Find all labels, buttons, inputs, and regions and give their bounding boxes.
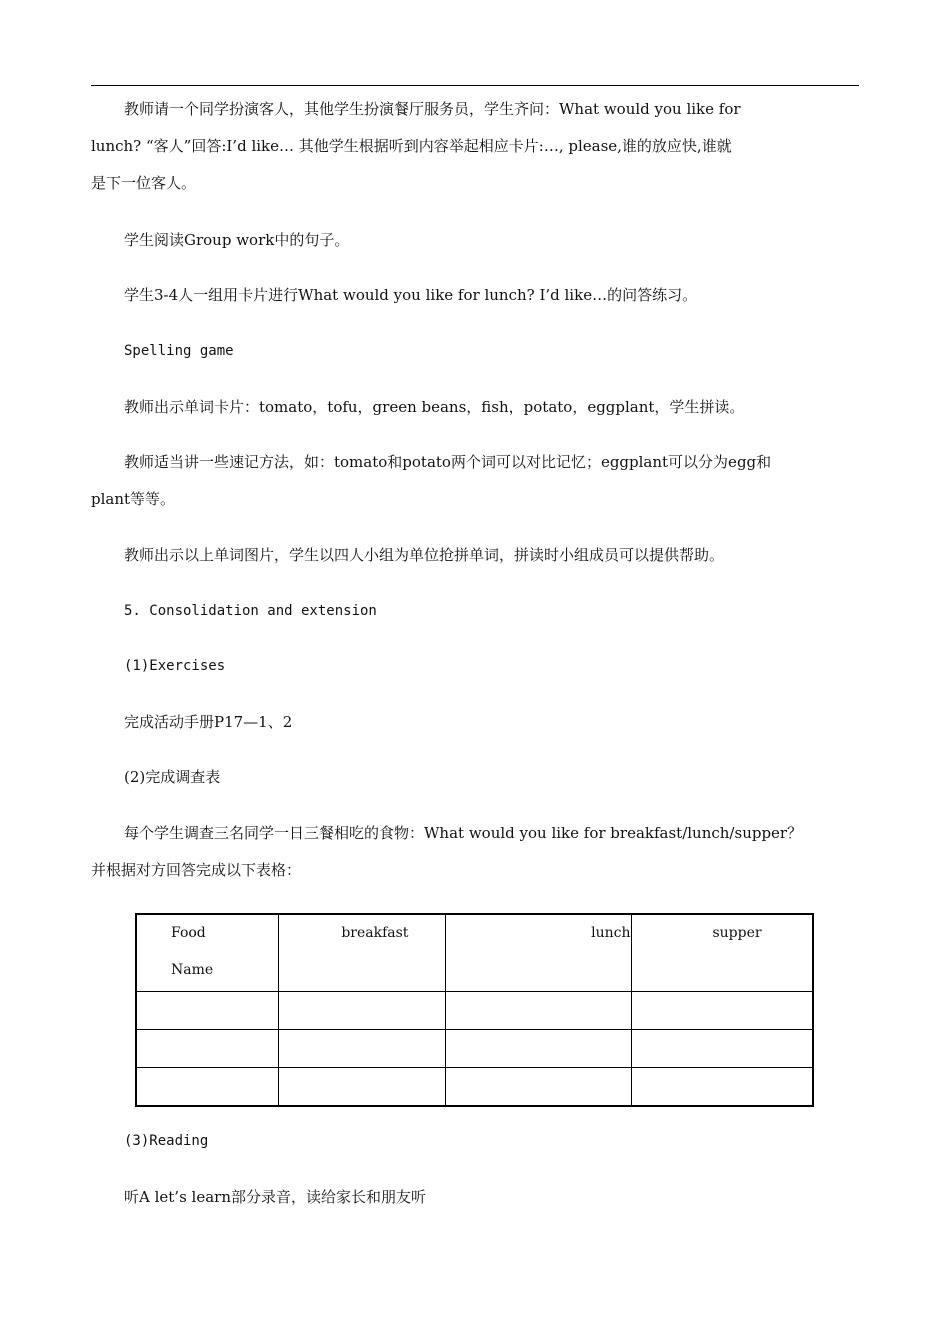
paragraph-line: plant等等。 [91, 490, 176, 508]
header-cell-lunch [445, 914, 632, 992]
table-cell [136, 1030, 279, 1068]
header-cell-supper [632, 914, 813, 992]
table-row [136, 992, 813, 1030]
header-food-label: Food [171, 925, 206, 941]
table-cell [632, 1030, 813, 1068]
paragraph-word-cards: 教师出示单词卡片：tomato，tofu，green beans，fish，potato，eggplant，学生拼读。 [124, 398, 745, 416]
top-rule [91, 85, 859, 86]
table-cell [632, 1068, 813, 1107]
table-cell [136, 992, 279, 1030]
subheading-survey: (2)完成调查表 [124, 768, 221, 786]
table-cell [445, 1030, 632, 1068]
paragraph-role-play [91, 91, 861, 202]
header-supper-label: supper [712, 925, 762, 941]
section-heading-consolidation: 5. Consolidation and extension [124, 603, 377, 619]
header-name-label: Name [171, 962, 214, 978]
header-lunch-label: lunch [591, 925, 631, 941]
paragraph-line: 是下一位客人。 [91, 174, 197, 192]
paragraph-line: 教师请一个同学扮演客人，其他学生扮演餐厅服务员，学生齐问：What would you like for [124, 100, 741, 118]
table-cell [632, 992, 813, 1030]
paragraph-line: 并根据对方回答完成以下表格： [91, 861, 302, 879]
subheading-exercises: (1)Exercises [124, 658, 226, 674]
paragraph-survey-instructions [91, 815, 861, 889]
header-cell-breakfast [279, 914, 446, 992]
survey-table [135, 913, 814, 1107]
table-cell [136, 1068, 279, 1107]
paragraph-pair-practice: 学生3-4人一组用卡片进行What would you like for lunch? I’d like…的问答练习。 [124, 286, 698, 304]
table-header-row [136, 914, 813, 992]
paragraph-line: lunch? “客人”回答:I’d like… 其他学生根据听到内容举起相应卡片:…, please,谁的放应快,谁就 [91, 137, 732, 155]
paragraph-line: 每个学生调查三名同学一日三餐相吃的食物：What would you like for breakfast/lunch/supper？ [124, 824, 803, 842]
header-cell-food-name [136, 914, 279, 992]
table-cell [279, 1030, 446, 1068]
paragraph-memory-tips [91, 444, 861, 518]
subheading-reading: (3)Reading [124, 1133, 209, 1149]
table-row [136, 1068, 813, 1107]
table-cell [279, 1068, 446, 1107]
paragraph-group-work: 学生阅读Group work中的句子。 [124, 231, 350, 249]
header-breakfast-label: breakfast [341, 925, 409, 941]
paragraph-line: 教师适当讲一些速记方法，如：tomato和potato两个词可以对比记忆；eggplant可以分为egg和 [124, 453, 772, 471]
paragraph-picture-spelling: 教师出示以上单词图片，学生以四人小组为单位抢拼单词，拼读时小组成员可以提供帮助。 [124, 546, 725, 564]
table-cell [445, 992, 632, 1030]
paragraph-activity-book: 完成活动手册P17—1、2 [124, 713, 293, 731]
paragraph-spelling-game: Spelling game [124, 343, 234, 359]
table-row [136, 1030, 813, 1068]
paragraph-listening-homework: 听A let’s learn部分录音，读给家长和朋友听 [124, 1188, 426, 1206]
table-cell [279, 992, 446, 1030]
table-cell [445, 1068, 632, 1107]
